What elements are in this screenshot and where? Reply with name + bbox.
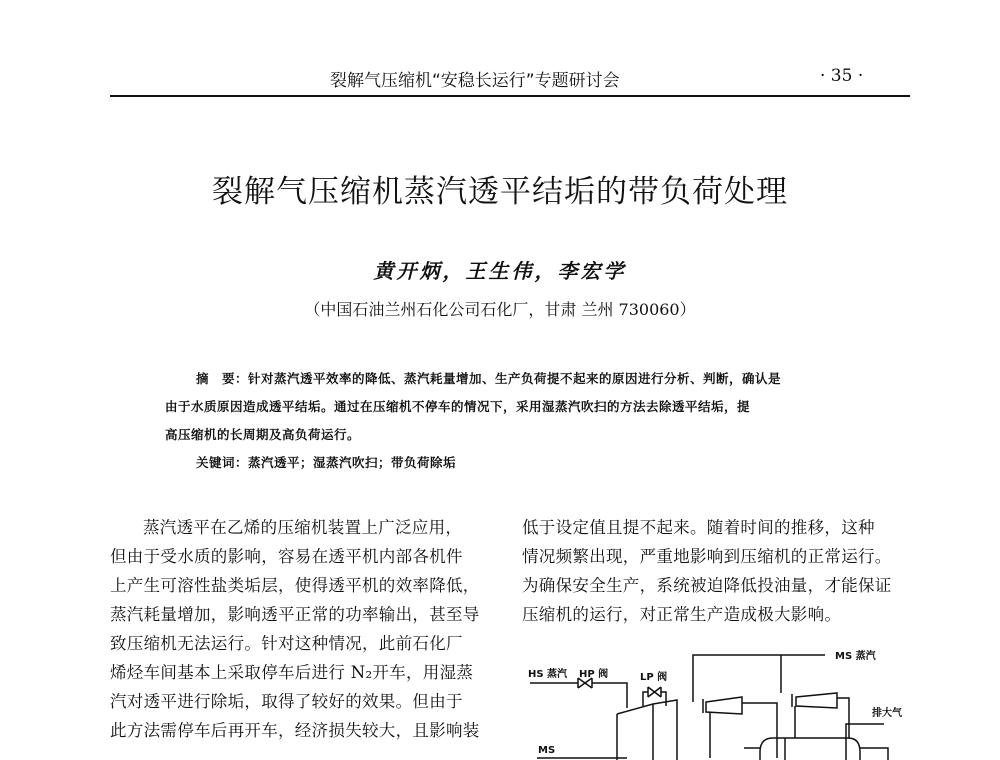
ejector-2-icon: [792, 693, 837, 708]
turbine-icon: [617, 700, 677, 760]
paper-title: 裂解气压缩机蒸汽透平结垢的带负荷处理: [212, 174, 788, 210]
body-line: 上产生可溶性盐类垢层，使得透平机的效率降低，: [110, 576, 480, 595]
body-line: 汽对透平进行除垢，取得了较好的效果。但由于: [110, 692, 463, 711]
running-header: 裂解气压缩机“安稳长运行”专题研讨会: [330, 71, 620, 91]
page-number: · 35 ·: [820, 66, 864, 86]
affiliation: （中国石油兰州石化公司石化厂，甘肃 兰州 730060）: [304, 300, 696, 319]
vent-label: 排大气: [872, 708, 902, 719]
ms-steam-pipe: [693, 655, 825, 702]
lp-valve-label: LP 阀: [640, 672, 668, 683]
body-line: 但由于受水质的影响，容易在透平机内部各机件: [110, 547, 463, 566]
body-line: 蒸汽耗量增加，影响透平正常的功率输出，甚至导: [110, 605, 480, 624]
abstract-label: 摘 要：: [196, 371, 249, 386]
ms-steam-label: MS 蒸汽: [835, 651, 876, 662]
condenser-nozzles: [744, 748, 888, 760]
abstract-line-2: 由于水质原因造成透平结垢。通过在压缩机不停车的情况下，采用湿蒸汽吹扫的方法去除透平结垢，提: [165, 399, 751, 414]
body-line: 烯烃车间基本上采取停车后进行 N₂开车，用湿蒸: [110, 663, 474, 682]
ms-label: MS: [538, 745, 556, 756]
abstract-line-3: 高压缩机的长周期及高负荷运行。: [165, 427, 361, 442]
body-line: 为确保安全生产，系统被迫降低投油量，才能保证: [522, 576, 892, 595]
abstract-line-1: 摘 要：针对蒸汽透平效率的降低、蒸汽耗量增加、生产负荷提不起来的原因进行分析、判断，确认是: [196, 371, 782, 386]
body-line: 情况频繁出现，严重地影响到压缩机的正常运行。: [522, 547, 892, 566]
body-line: 致压缩机无法运行。针对这种情况，此前石化厂: [110, 634, 463, 653]
authors: 黄开炳，王生伟，李宏学: [373, 259, 627, 283]
vent-pipe: [846, 724, 884, 738]
body-line: 此方法需停车后再开车，经济损失较大，且影响装: [110, 721, 480, 740]
body-line: 蒸汽透平在乙烯的压缩机装置上广泛应用，: [143, 518, 463, 537]
body-line: 压缩机的运行，对正常生产造成极大影响。: [522, 605, 842, 624]
ejector-1-icon: [703, 697, 742, 714]
hs-steam-label: HS 蒸汽: [528, 669, 568, 680]
body-line: 低于设定值且提不起来。随着时间的推移，这种: [522, 518, 875, 537]
ejector-2-lines: [795, 698, 849, 738]
hp-valve-label: HP 阀: [579, 669, 609, 680]
keywords: 关键词：蒸汽透平；湿蒸汽吹扫；带负荷除垢: [196, 455, 457, 470]
condenser-icon: [760, 738, 860, 760]
